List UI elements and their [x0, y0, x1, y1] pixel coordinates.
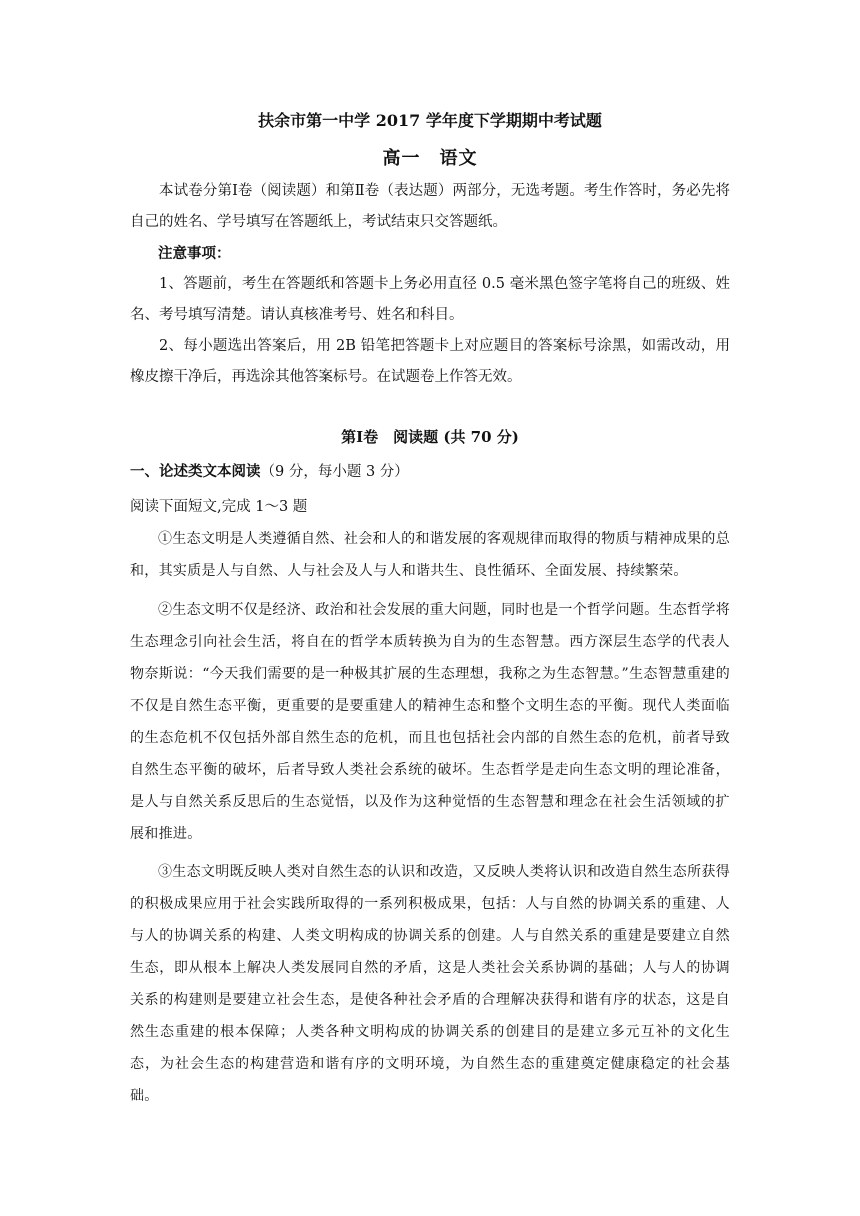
passage-paragraph: ③生态文明既反映人类对自然生态的认识和改造，又反映人类将认识和改造自然生态所获得的积极成果应用于社会实践所取得的一系列积极成果，包括：人与自然的协调关系的重建、人与人的协调关系的构建、人类文明构成的协调关系的创建。人与自然关系的重建是要建立自然生态，即从根本上解决人类发展同自然的矛盾，这是人类社会关系协调的基础；人与人的协调关系的构建则是要建立社会生态，是使各种社会矛盾的合理解决获得和谐有序的状态，这是自然生态重建的根本保障；人类各种文明构成的协调关系的创建目的是建立多元互补的文化生态，为社会生态的构建营造和谐有序的文明环境，为自然生态的重建奠定健康稳定的社会基础。 — [130, 864, 730, 1104]
part-heading — [130, 456, 409, 488]
passage-paragraph: ②生态文明不仅是经济、政治和社会发展的重大问题，同时也是一个哲学问题。生态哲学将生态理念引向社会生活，将自在的哲学本质转换为自为的生态智慧。西方深层生态学的代表人物奈斯说：“今天我们需要的是一种极其扩展的生态理想，我称之为生态智慧。”生态智慧重建的不仅是自然生态平衡，更重要的是要重建人的精神生态和整个文明生态的平衡。现代人类面临的生态危机不仅包括外部自然生态的危机，而且也包括社会内部的自然生态的危机，前者导致自然生态平衡的破坏，后者导致人类社会系统的破坏。生态哲学是走向生态文明的理论准备，是人与自然关系反思后的生态觉悟，以及作为这种觉悟的生态智慧和理念在社会生活领域的扩展和推进。 — [130, 602, 730, 842]
exam-title: 扶余市第一中学 2017 学年度下学期期中考试题 — [258, 111, 602, 130]
notice-item: 1、答题前，考生在答题纸和答题卡上务必用直径 0.5 毫米黑色签字笔将自己的班级、姓名、考号填写清楚。请认真核准考号、姓名和科目。 — [130, 276, 730, 323]
part-heading-label: 一、论述类文本阅读 — [130, 463, 261, 480]
section-title: 第Ⅰ卷 阅读题 (共 70 分) — [341, 428, 519, 446]
notice-heading: 注意事项： — [158, 245, 231, 262]
exam-subtitle: 高一 语文 — [382, 148, 478, 169]
part-score: （9 分，每小题 3 分） — [260, 464, 409, 480]
intro-paragraph: 本试卷分第Ⅰ卷（阅读题）和第Ⅱ卷（表达题）两部分，无选考题。考生作答时，务必先将自己的姓名、学号填写在答题纸上，考试结束只交答题纸。 — [130, 183, 730, 230]
passage-paragraph: ①生态文明是人类遵循自然、社会和人的和谐发展的客观规律而取得的物质与精神成果的总和，其实质是人与自然、人与社会及人与人和谐共生、良性循环、全面发展、持续繁荣。 — [130, 531, 730, 579]
reading-instruction: 阅读下面短文,完成 1～3 题 — [130, 499, 308, 515]
notice-item: 2、每小题选出答案后，用 2B 铅笔把答题卡上对应题目的答案标号涂黑，如需改动，用橡皮擦干净后，再选涂其他答案标号。在试题卷上作答无效。 — [130, 338, 730, 385]
